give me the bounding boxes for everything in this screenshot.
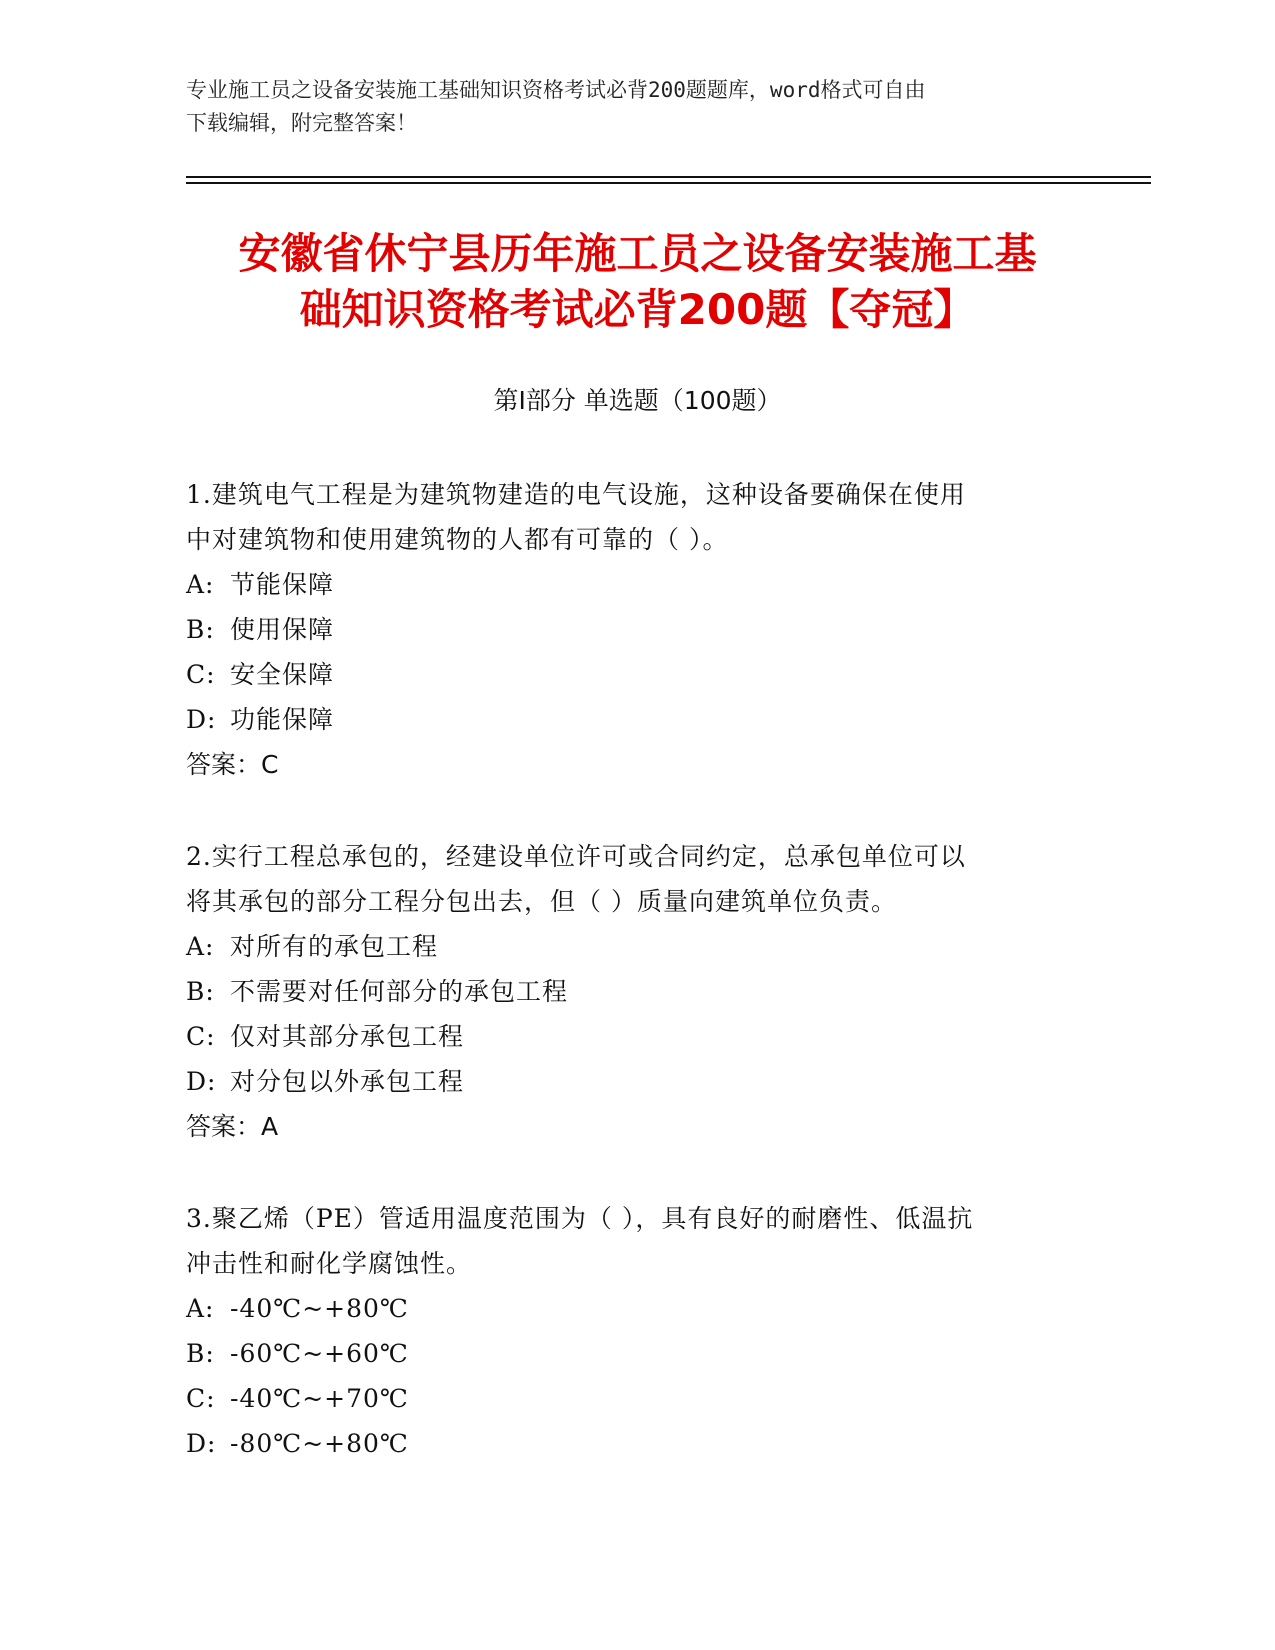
title-line: 安徽省休宁县历年施工员之设备安装施工基 (238, 229, 1037, 278)
option-text: -40℃~+70℃ (230, 1384, 409, 1413)
option-letter: C: (186, 1384, 216, 1413)
option-text: -80℃~+80℃ (230, 1429, 409, 1458)
question-text: 中对建筑物和使用建筑物的人都有可靠的（ ）。 (186, 525, 729, 554)
option-a (186, 562, 1086, 607)
option-text: 仅对其部分承包工程 (230, 1022, 465, 1051)
option-letter: A: (186, 932, 215, 961)
option-letter: B: (186, 1339, 215, 1368)
title-line: 础知识资格考试必背200题【夺冠】 (299, 285, 976, 334)
option-text: 功能保障 (230, 705, 335, 734)
option-c (186, 652, 1086, 697)
header-note-line: 专业施工员之设备安装施工基础知识资格考试必背200题题库，word格式可自由 (186, 78, 926, 102)
option-text: 不需要对任何部分的承包工程 (230, 977, 569, 1006)
section-heading: 第Ⅰ部分 单选题（100题） (493, 386, 782, 415)
option-c (186, 1376, 1086, 1421)
option-d (186, 1059, 1086, 1104)
document-title (150, 226, 1125, 338)
option-a (186, 1286, 1086, 1331)
question-text: 2.实行工程总承包的，经建设单位许可或合同约定，总承包单位可以 (186, 842, 966, 871)
option-letter: D: (186, 1429, 217, 1458)
option-letter: C: (186, 660, 216, 689)
option-letter: B: (186, 615, 215, 644)
question-text: 3.聚乙烯（PE）管适用温度范围为（ ），具有良好的耐磨性、低温抗 (186, 1204, 974, 1233)
option-b (186, 1331, 1086, 1376)
answer-line: 答案：C (186, 750, 279, 779)
answer-line: 答案：A (186, 1112, 279, 1141)
question-text: 将其承包的部分工程分包出去，但（ ）质量向建筑单位负责。 (186, 887, 897, 916)
option-b (186, 969, 1086, 1014)
option-d (186, 1421, 1086, 1466)
option-text: 安全保障 (230, 660, 335, 689)
question-2 (186, 834, 1086, 1149)
option-letter: C: (186, 1022, 216, 1051)
question-text: 冲击性和耐化学腐蚀性。 (186, 1249, 473, 1278)
option-letter: D: (186, 705, 217, 734)
option-text: 节能保障 (230, 570, 335, 599)
option-c (186, 1014, 1086, 1059)
option-d (186, 697, 1086, 742)
header-divider (186, 176, 1151, 178)
option-text: 对分包以外承包工程 (230, 1067, 465, 1096)
option-letter: A: (186, 570, 215, 599)
header-note-line: 下载编辑，附完整答案！ (186, 111, 417, 135)
option-text: -60℃~+60℃ (230, 1339, 409, 1368)
header-note (186, 74, 1086, 140)
question-3 (186, 1196, 1086, 1466)
question-text: 1.建筑电气工程是为建筑物建造的电气设施，这种设备要确保在使用 (186, 480, 966, 509)
option-text: 对所有的承包工程 (230, 932, 439, 961)
option-letter: B: (186, 977, 215, 1006)
question-1 (186, 472, 1086, 787)
header-divider (186, 182, 1151, 184)
option-letter: A: (186, 1294, 215, 1323)
option-a (186, 924, 1086, 969)
option-text: -40℃~+80℃ (230, 1294, 409, 1323)
option-b (186, 607, 1086, 652)
option-letter: D: (186, 1067, 217, 1096)
option-text: 使用保障 (230, 615, 335, 644)
